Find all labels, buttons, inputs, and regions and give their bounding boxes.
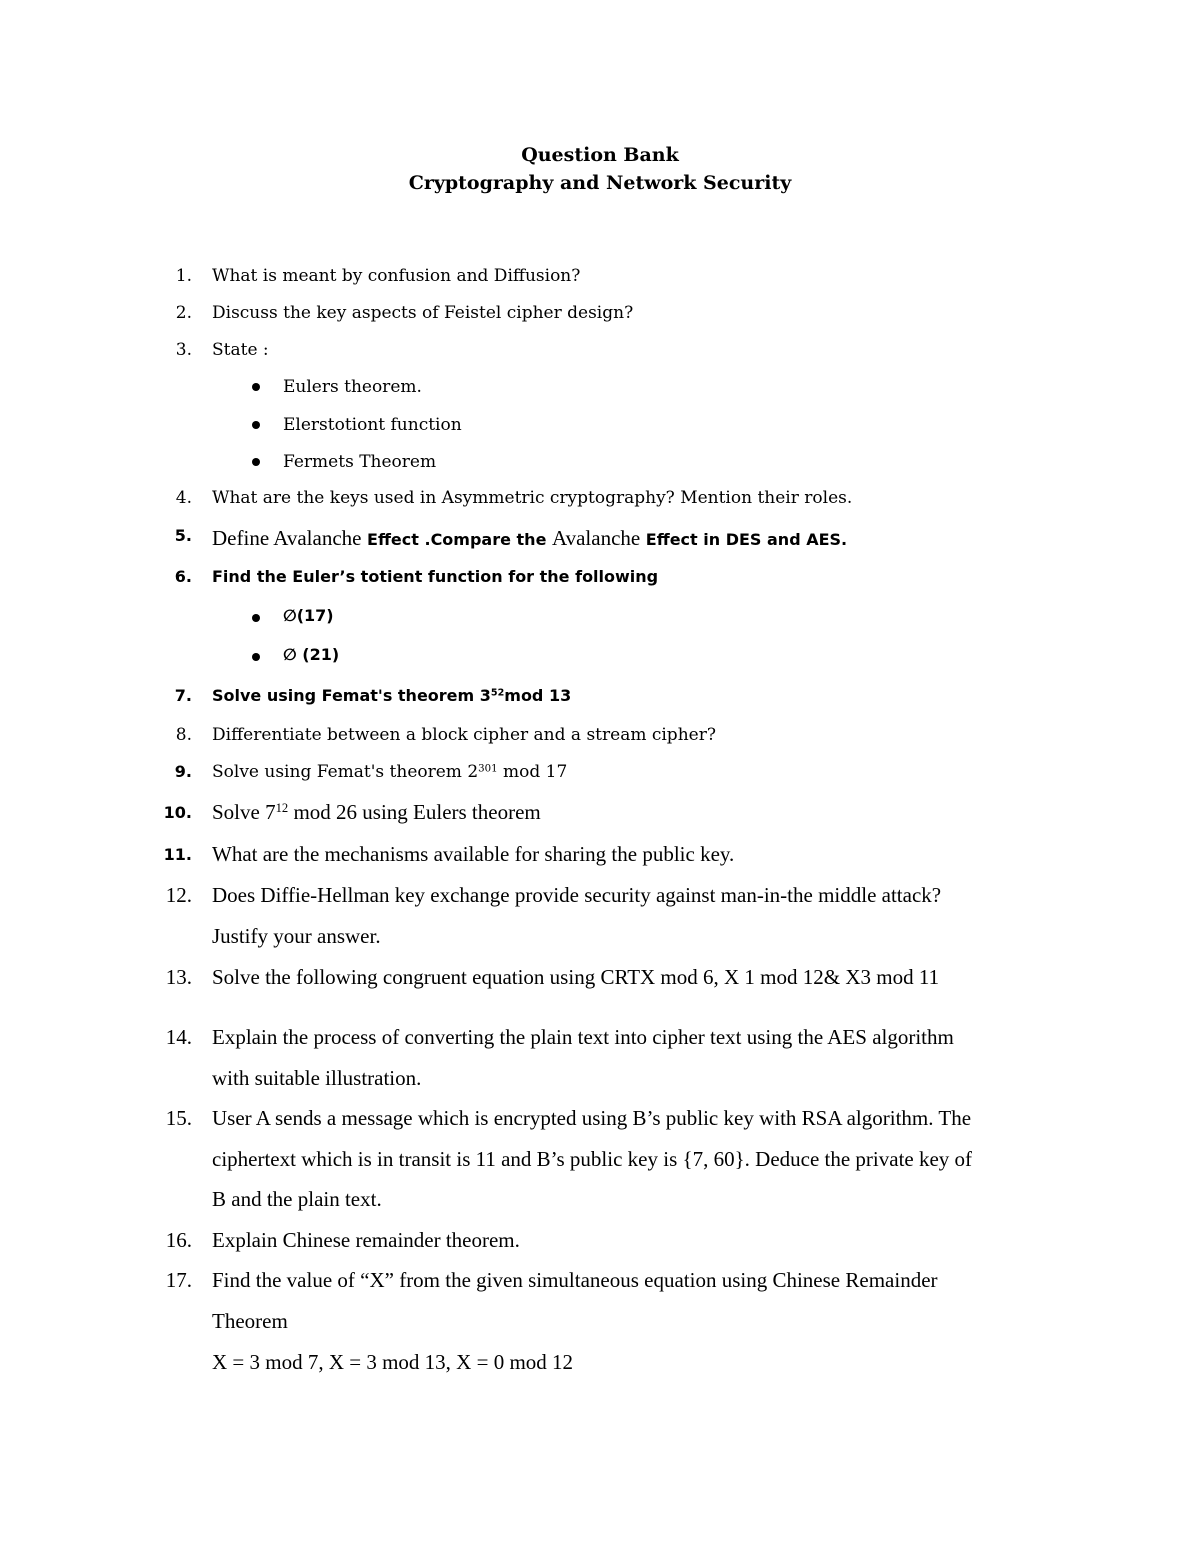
equation-line: X = 3 mod 7, X = 3 mod 13, X = 0 mod 12 <box>212 1350 574 1374</box>
question-number: 15. <box>165 1106 192 1130</box>
question-number: 11. <box>163 845 192 864</box>
question-number: 4. <box>175 488 192 508</box>
question-number: 13. <box>165 965 192 989</box>
question-number: 2. <box>175 303 192 323</box>
question-number: 3. <box>175 340 192 360</box>
question-text: Differentiate between a block cipher and a stream cipher? <box>212 725 716 745</box>
question-text: What are the mechanisms available for sharing the public key. <box>212 842 735 866</box>
question-text: Find the value of “X” from the given simultaneous equation using Chinese Remainder <box>212 1268 938 1292</box>
sub-item: ∅(17) <box>283 606 334 625</box>
bullet-icon <box>252 383 260 391</box>
bullet-icon <box>252 458 260 466</box>
question-number: 17. <box>165 1268 192 1292</box>
question-text: Does Diffie-Hellman key exchange provide security against man-in-the middle attack? <box>212 883 942 907</box>
question-number: 6. <box>174 567 192 586</box>
question-text: Solve $7^{12}$ mod 26 using Eulers theorem <box>212 800 541 824</box>
question-text: State : <box>212 340 269 360</box>
question-number: 7. <box>174 686 192 705</box>
question-text: Explain the process of converting the plain text into cipher text using the AES algorithm <box>212 1025 954 1049</box>
sub-item: ∅ (21) <box>283 645 340 664</box>
question-text-continued: with suitable illustration. <box>212 1066 422 1090</box>
question-text: User A sends a message which is encrypted using B’s public key with RSA algorithm. The <box>212 1106 972 1130</box>
page-subtitle: Cryptography and Network Security <box>408 172 792 194</box>
question-text: What are the keys used in Asymmetric cryptography? Mention their roles. <box>212 488 853 508</box>
question-text: Discuss the key aspects of Feistel cipher design? <box>212 303 634 323</box>
question-text: What is meant by confusion and Diffusion? <box>212 266 581 286</box>
question-text-continued: Theorem <box>212 1309 288 1333</box>
question-text: Solve using Femat's theorem $2^{301}$ mod 17 <box>212 762 568 782</box>
question-number: 8. <box>175 725 192 745</box>
question-number: 5. <box>174 526 192 545</box>
page-title: Question Bank <box>521 144 679 166</box>
bullet-icon <box>252 421 260 429</box>
question-number: 10. <box>163 803 192 822</box>
bullet-icon <box>252 653 260 661</box>
question-text: Find the Euler’s totient function for the following <box>212 567 659 586</box>
question-text: Explain Chinese remainder theorem. <box>212 1228 520 1252</box>
question-text: Solve the following congruent equation using CRTX mod 6, X 1 mod 12& X3 mod 11 <box>212 965 940 989</box>
question-number: 9. <box>174 762 192 781</box>
sub-item: Fermets Theorem <box>283 452 437 472</box>
sub-item: Eulers theorem. <box>283 377 422 397</box>
question-number: 14. <box>165 1025 192 1049</box>
question-number: 1. <box>175 266 192 286</box>
bullet-icon <box>252 614 260 622</box>
question-number: 12. <box>165 883 192 907</box>
question-text-continued: Justify your answer. <box>212 924 381 948</box>
question-text: Define Avalanche Effect .Compare the Avalanche Effect in DES and AES. <box>212 526 848 550</box>
sub-item: Elerstotiont function <box>283 415 462 435</box>
question-number: 16. <box>165 1228 192 1252</box>
question-text: Solve using Femat's theorem $3^{52}mod$ 13 <box>212 686 572 705</box>
question-text-continued: ciphertext which is in transit is 11 and B’s public key is {7, 60}. Deduce the private key of <box>212 1147 973 1171</box>
question-text-continued: B and the plain text. <box>212 1187 382 1211</box>
